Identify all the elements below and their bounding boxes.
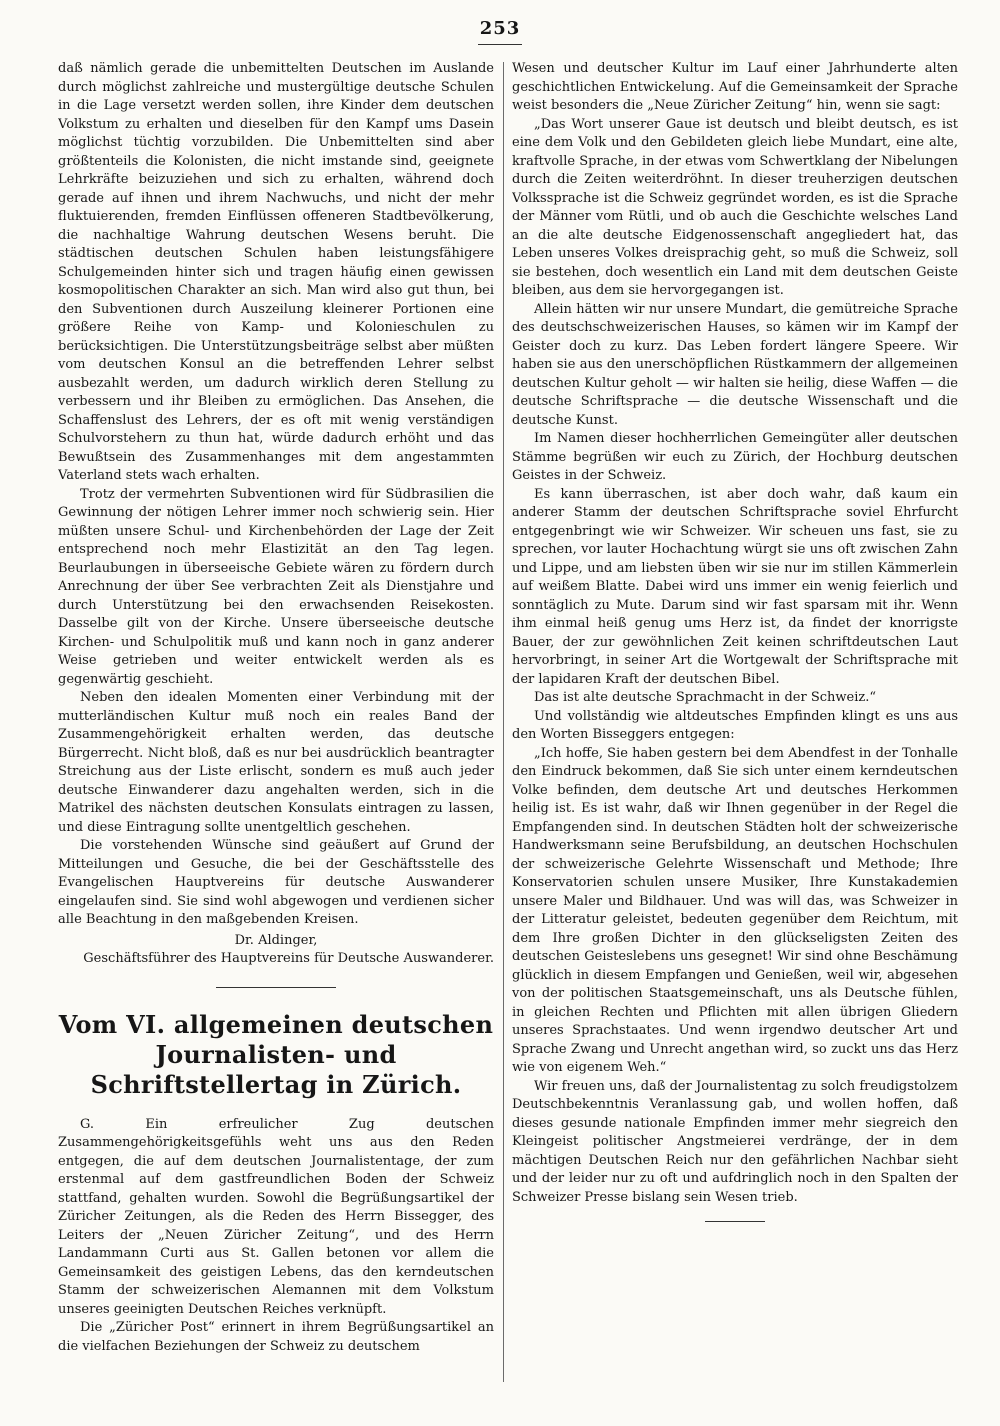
left-paragraph-3: Neben den idealen Momenten einer Verbindung mit der mutterländischen Kultur muß noch ein reales Band der Zusammengehörigkeit erhalten werden, das deutsche Bürgerrecht. Nicht bloß, daß es nur bei ausdrücklich beantragter Streichung aus der Liste erlischt, sondern es muß auch jeder deutsche Einwanderer dazu angehalten werden, sich in die Matrikel des nächsten deutschen Konsulats eintragen zu lassen, und diese Eintragung sollte unentgeltlich geschehen.	[58, 690, 494, 835]
left-paragraph-2: Trotz der vermehrten Subventionen wird für Südbrasilien die Gewinnung der nötigen Lehrer immer noch schwierig sein. Hier müßten unsere Schul- und Kirchenbehörden der Lage der Zeit entsprechend noch mehr Elastizität an den Tag legen. Beurlaubungen in überseeische Gebiete wären zu fördern durch Anrechnung der über See verbrachten Zeit als Dienstjahre und durch Unterstützung bei den erwachsenden Reisekosten. Dasselbe gilt von der Kirche. Unsere überseeische deutsche Kirchen- und Schulpolitik muß und kann noch in ganz anderer Weise getrieben und weiter entwickelt werden als es gegenwärtig geschieht.	[58, 486, 494, 687]
article-paragraph-2: Die „Züricher Post“ erinnert in ihrem Begrüßungsartikel an die vielfachen Beziehungen der Schweiz zu deutschem	[58, 1320, 494, 1354]
article-title-line-2: Journalisten- und Schriftstellertag in Zürich.	[90, 1039, 462, 1099]
end-rule	[705, 1221, 765, 1222]
article-title	[58, 1010, 494, 1100]
right-column	[512, 60, 958, 1370]
page-number: 253	[479, 18, 521, 39]
right-paragraph-9: Wir freuen uns, daß der Journalistentag zu solch freudigstolzem Deutschbekenntnis Veranlassung gab, und wollen hoffen, daß dieses gesunde nationale Empfinden immer mehr siegreich den Kleingeist politischer Angstmeierei verdränge, der in dem mächtigen Deutschen Reich nur den gefährlichen Nachbar sieht und der leider nur zu oft und aufdringlich noch in den Spalten der Schweizer Presse bislang sein Wesen trieb.	[512, 1078, 958, 1205]
right-paragraph-5: Es kann überraschen, ist aber doch wahr, daß kaum ein anderer Stamm der deutschen Schriftsprache soviel Ehrfurcht entgegenbringt wie wir Schweizer. Wir scheuen uns fast, sie zu sprechen, vor lauter Hochachtung würgt sie uns oft zwischen Zahn und Lippe, und am liebsten üben wir sie nur im stillen Kämmerlein auf weißem Blatte. Dabei wird uns immer ein wenig feierlich und sonntäglich zu Mute. Darum sind wir fast sparsam mit ihr. Wenn ihm einmal heiß genug ums Herz ist, da findet der knorrigste Bauer, der zur gewöhnlichen Zeit keinen schriftdeutschen Laut hervorbringt, in seiner Art die Wortgewalt der Schriftsprache mit der lapidaren Kraft der deutschen Bibel.	[512, 486, 958, 687]
section-separator	[216, 987, 336, 988]
left-paragraph-1: daß nämlich gerade die unbemittelten Deutschen im Auslande durch möglichst zahlreiche und mustergültige deutsche Schulen in die Lage versetzt werden sollen, ihre Kinder dem deutschen Volkstum zu erhalten und dieselben für den Kampf ums Dasein möglichst tüchtig vorzubilden. Die Unbemittelten sind aber größtenteils die Kolonisten, die nicht imstande sind, geeignete Lehrkräfte beizuziehen und sich zu erhalten, während doch gerade auf ihnen und ihrem Nachwuchs, und nicht der mehr fluktuierenden, fremden Einflüssen offeneren Stadtbevölkerung, die nachhaltige Wahrung deutschen Wesens beruht. Die städtischen deutschen Schulen haben leistungsfähigere Schulgemeinden hinter sich und tragen häufig einen gewissen kosmopolitischen Charakter an sich. Man wird also gut thun, bei den Subventionen durch Auszeilung kleinerer Portionen eine größere Reihe von Kamp- und Kolonieschulen zu berücksichtigen. Die Unterstützungsbeiträge selbst aber müßten vom deutschen Konsul an die betreffenden Lehrer selbst ausbezahlt werden, um dadurch wirklich deren Stellung zu verbessern und ihr Bleiben zu ermöglichen. Das Ansehen, die Schaffenslust des Lehrers, der es oft mit wenig verständigen Schulvorstehern zu thun hat, würde dadurch erhöht und das Bewußtsein des Zusammenhanges mit dem angestammten Vaterland stets wach erhalten.	[58, 61, 494, 483]
right-paragraph-1: Wesen und deutscher Kultur im Lauf einer Jahrhunderte alten geschichtlichen Entwickelung. Auf die Gemeinsamkeit der Sprache weist besonders die „Neue Züricher Zeitung“ hin, wenn sie sagt:	[512, 61, 958, 113]
page-number-rule	[478, 44, 522, 45]
right-paragraph-8: „Ich hoffe, Sie haben gestern bei dem Abendfest in der Tonhalle den Eindruck bekommen, daß Sie sich unter einem kerndeutschen Volke befinden, dem deutsche Art und deutsches Herkommen heilig ist. Es ist wahr, daß wir Ihnen gegenüber in der Regel die Empfangenden sind. In deutschen Städten holt der schweizerische Handwerksmann seine Berufsbildung, an deutschen Hochschulen der schweizerische Gelehrte Wissenschaft und Methode; Ihre Konservatorien schulen unsere Musiker, Ihre Kunstakademien unsere Maler und Bildhauer. Und was will das, was Schweizer in der Litteratur geleistet, bedeuten gegenüber dem Reichtum, mit dem Ihre großen Dichter in den glückseligsten Zeiten des deutschen Geisteslebens uns gesegnet! Wir sind ohne Beschämung glücklich in diesem Empfangen und Genießen, weil wir, abgesehen von der politischen Staatsgemeinschaft, uns als Deutsche fühlen, in gleichen Rechten und Pflichten mit allen übrigen Gliedern unseres Sprachstaates. Und wenn irgendwo deutscher Art und Sprache Zwang und Unrecht angethan wird, so zuckt uns das Herz wie von eigenem Weh.“	[512, 745, 958, 1075]
right-paragraph-3: Allein hätten wir nur unsere Mundart, die gemütreiche Sprache des deutschschweizerischen Hauses, so kämen wir im Kampf der Geister doch zu kurz. Das Leben fordert längere Speere. Wir haben sie aus den unerschöpflichen Rüstkammern der allgemeinen deutschen Kultur geholt — wir halten sie heilig, diese Waffen — die deutsche Schriftsprache — die deutsche Wissenschaft und die deutsche Kunst.	[512, 301, 958, 428]
article-paragraph-1: G. Ein erfreulicher Zug deutschen Zusammengehörigkeitsgefühls weht uns aus den Reden entgegen, die auf dem deutschen Journalistentage, der zum erstenmal auf dem gastfreundlichen Boden der Schweiz stattfand, gehalten wurden. Sowohl die Begrüßungsartikel der Züricher Zeitungen, als die Reden des Herrn Bissegger, des Leiters der „Neuen Züricher Zeitung“, und des Herrn Landammann Curti aus St. Gallen betonen vor allem die Gemeinsamkeit des geistigen Lebens, das den kerndeutschen Stamm der schweizerischen Alemannen mit dem Volkstum unseres geeinigten Deutschen Reiches verknüpft.	[58, 1116, 494, 1317]
right-paragraph-6: Das ist alte deutsche Sprachmacht in der Schweiz.“	[534, 690, 877, 705]
signature-name: Dr. Aldinger,	[234, 932, 318, 948]
right-paragraph-7: Und vollständig wie altdeutsches Empfinden klingt es uns aus den Worten Bissеggers entgegen:	[512, 708, 958, 742]
right-paragraph-2: „Das Wort unserer Gaue ist deutsch und bleibt deutsch, es ist eine dem Volk und den Gebildeten gleich liebe Mundart, eine alte, kraftvolle Sprache, in der etwas vom Schwertklang der Nibelungen durch die Zeiten weiterdröhnt. In dieser treuherzigen deutschen Volkssprache ist die Schweiz gegründet worden, es ist die Sprache der Männer vom Rütli, und ob auch die Geschichte welsches Land an die alte deutsche Eidgenossenschaft angegliedert hat, das Leben unseres Volkes dreisprachig geht, so muß die Schweiz, soll sie bestehen, doch wesentlich ein Land mit dem deutschen Geiste bleiben, aus dem sie hervorgegangen ist.	[512, 116, 958, 298]
article-title-line-1: Vom VI. allgemeinen deutschen	[58, 1009, 494, 1039]
left-paragraph-4: Die vorstehenden Wünsche sind geäußert auf Grund der Mitteilungen und Gesuche, die bei der Geschäftsstelle des Evangelischen Hauptvereins für deutsche Auswanderer eingelaufen sind. Sie sind wohl abgewogen und verdienen sicher alle Beachtung in den maßgebenden Kreisen.	[58, 838, 494, 927]
left-column	[58, 60, 494, 1370]
signature-role: Geschäftsführer des Hauptvereins für Deutsche Auswanderer.	[83, 951, 494, 966]
column-divider	[503, 62, 504, 1382]
right-paragraph-4: Im Namen dieser hochherrlichen Gemeingüter aller deutschen Stämme begrüßen wir euch zu Zürich, der Hochburg deutschen Geistes in der Schweiz.	[512, 431, 958, 483]
